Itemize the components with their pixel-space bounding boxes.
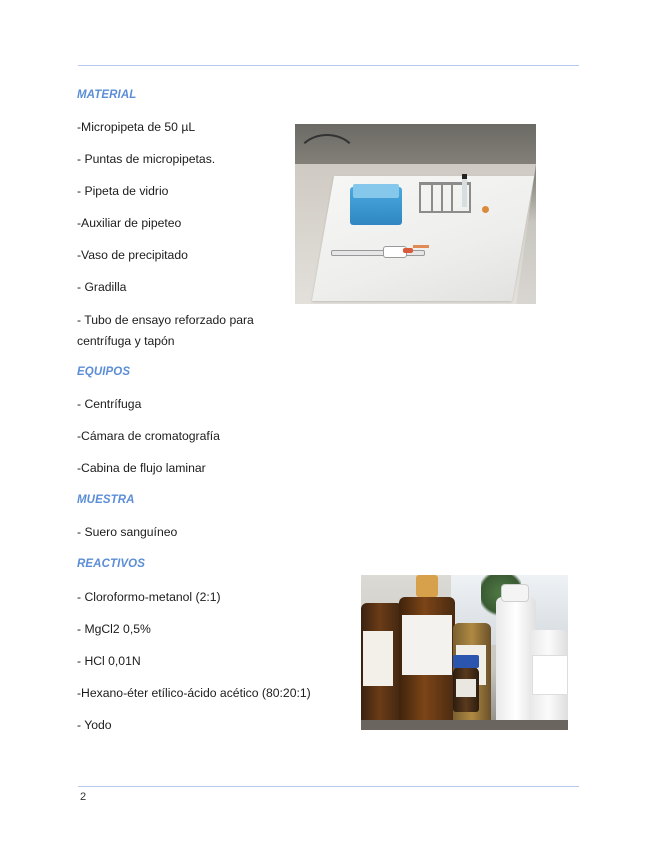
reactivos-item: - MgCl2 0,5% (77, 622, 151, 636)
material-item: - Puntas de micropipetas. (77, 152, 216, 166)
test-tube (462, 174, 467, 207)
micropipette-plunger (403, 248, 413, 253)
equipos-item: - Centrífuga (77, 397, 142, 411)
micropipette-tip (413, 245, 429, 248)
footer-rule (78, 786, 579, 787)
material-item: -Vaso de precipitado (77, 248, 188, 262)
vial-label (456, 679, 476, 697)
section-heading-material: MATERIAL (77, 89, 137, 101)
section-heading-equipos: EQUIPOS (77, 366, 131, 378)
section-heading-reactivos: REACTIVOS (77, 558, 145, 570)
equipos-item: -Cámara de cromatografía (77, 429, 220, 443)
bottle-cap (502, 585, 528, 601)
reagents-photo (361, 575, 568, 730)
bottle-label (532, 655, 568, 695)
vial-cap (453, 655, 479, 668)
material-item: centrífuga y tapón (77, 334, 175, 348)
tube-cap (482, 206, 489, 213)
material-item: - Gradilla (77, 280, 127, 294)
bottle-cap (416, 575, 438, 597)
tip-box-lid (353, 184, 399, 198)
material-item: -Auxiliar de pipeteo (77, 216, 182, 230)
equipos-item: -Cabina de flujo laminar (77, 461, 206, 475)
material-item: -Micropipeta de 50 µL (77, 120, 196, 134)
material-item: - Tubo de ensayo reforzado para (77, 313, 254, 327)
page-number: 2 (80, 791, 87, 803)
reactivos-item: - HCl 0,01N (77, 654, 141, 668)
lab-material-photo (295, 124, 536, 304)
reactivos-item: - Yodo (77, 718, 112, 732)
bottle-label (363, 631, 393, 686)
header-rule (78, 65, 579, 66)
reactivos-item: - Cloroformo-metanol (2:1) (77, 590, 221, 604)
material-item: - Pipeta de vidrio (77, 184, 169, 198)
muestra-item: - Suero sanguíneo (77, 525, 178, 539)
reactivos-item: -Hexano-éter etílico-ácido acético (80:20:1) (77, 686, 311, 700)
section-heading-muestra: MUESTRA (77, 494, 135, 506)
shelf-surface (361, 720, 568, 730)
bottle-label (402, 615, 452, 675)
